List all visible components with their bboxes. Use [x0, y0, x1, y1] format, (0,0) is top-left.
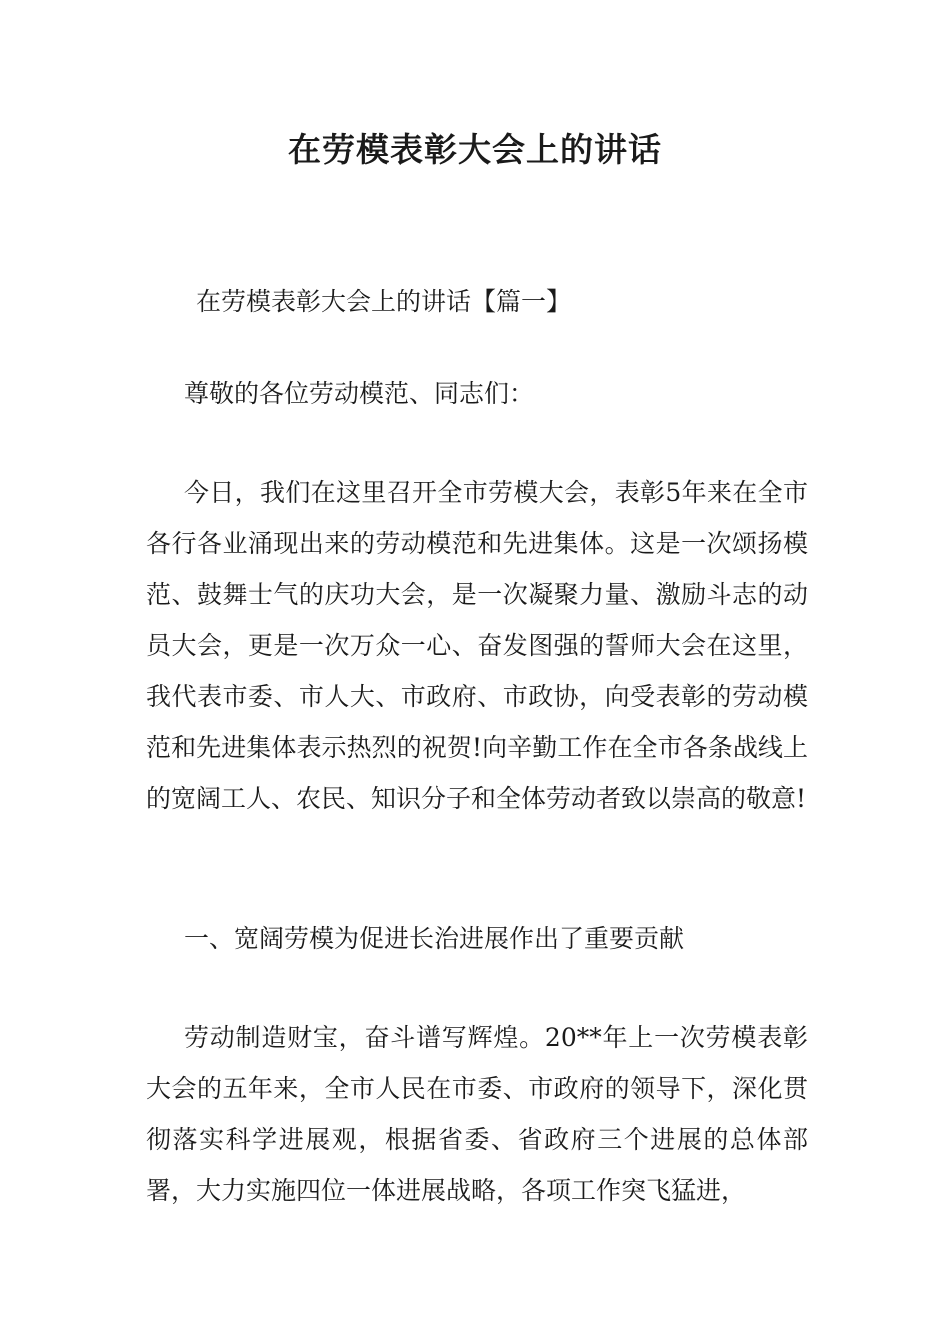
body-paragraph-2: 劳动制造财宝，奋斗谱写辉煌。20**年上一次劳模表彰大会的五年来，全市人民在市委、市政府的领导下，深化贯彻落实科学进展观，根据省委、省政府三个进展的总体部署，大力实施四位一体进展战略，各项工作突飞猛进，	[146, 1023, 808, 1205]
greeting-paragraph: 尊敬的各位劳动模范、同志们：	[184, 379, 535, 408]
section-heading-1: 一、宽阔劳模为促进长治进展作出了重要贡献	[184, 924, 685, 953]
document-subtitle: 在劳模表彰大会上的讲话【篇一】	[196, 287, 572, 316]
body-paragraph-1: 今日，我们在这里召开全市劳模大会，表彰5年来在全市各行各业涌现出来的劳动模范和先进集体。这是一次颂扬模范、鼓舞士气的庆功大会，是一次凝聚力量、激励斗志的动员大会，更是一次万众一心、奋发图强的誓师大会在这里，我代表市委、市人大、市政府、市政协，向受表彰的劳动模范和先进集体表示热烈的祝贺!向辛勤工作在全市各条战线上的宽阔工人、农民、知识分子和全体劳动者致以崇高的敬意!	[146, 478, 808, 813]
document-title: 在劳模表彰大会上的讲话	[288, 130, 662, 169]
